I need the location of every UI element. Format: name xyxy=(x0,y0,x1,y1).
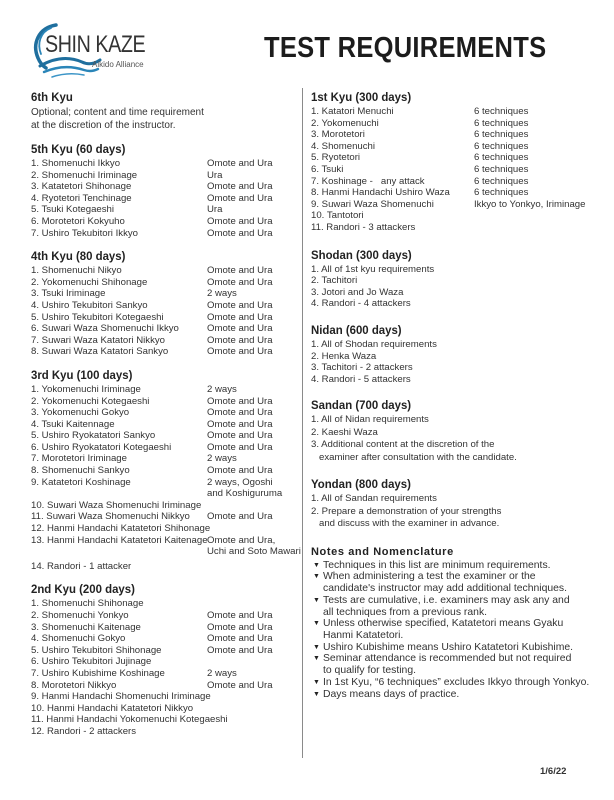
technique-name: 2. Yokomenuchi Kotegaeshi xyxy=(31,395,150,407)
technique-row xyxy=(31,598,301,610)
technique-detail: 6 techniques xyxy=(474,117,529,129)
note-line: Tests are cumulative, i.e. examiners may ask any and xyxy=(323,594,570,606)
technique-row xyxy=(31,277,301,289)
requirement-item: 3. Tachitori - 2 attackers xyxy=(311,362,413,374)
technique-name: 12. Hanmi Handachi Katatetori Shihonage xyxy=(31,523,211,535)
technique-row xyxy=(31,680,301,692)
technique-detail: 6 techniques xyxy=(474,129,529,141)
technique-name: 5. Ryotetori xyxy=(311,152,361,164)
technique-name: 3. Katatetori Shihonage xyxy=(31,181,132,193)
technique-detail: 6 techniques xyxy=(474,106,529,117)
technique-detail: Omote and Ura xyxy=(207,610,273,621)
page-title: TEST REQUIREMENTS xyxy=(264,32,547,64)
technique-detail: Ura xyxy=(207,169,223,181)
technique-row-continuation xyxy=(31,546,301,558)
technique-detail: Omote and Ura xyxy=(207,276,273,288)
technique-name: 3. Tsuki Iriminage xyxy=(31,288,106,300)
technique-name: 4. Shomenuchi Gokyo xyxy=(31,633,126,645)
note-item xyxy=(311,642,611,654)
bullet-icon: ▼ xyxy=(313,620,320,628)
technique-row xyxy=(31,442,301,454)
page-header xyxy=(0,0,614,88)
technique-row xyxy=(31,430,301,442)
note-text xyxy=(323,642,573,654)
technique-detail: Omote and Ura xyxy=(207,679,273,691)
technique-row xyxy=(31,500,301,512)
technique-name: 6. Ushiro Tekubitori Jujinage xyxy=(31,656,152,668)
technique-name: 13. Hanmi Handachi Katatetori Kaitenage xyxy=(31,534,208,546)
note-line: Ushiro Kubishime means Ushiro Katatetori Kubishime. xyxy=(323,641,574,653)
note-item xyxy=(311,677,611,689)
technique-row xyxy=(31,465,301,477)
technique-name: 3. Morotetori xyxy=(311,129,365,141)
technique-row xyxy=(31,335,301,347)
technique-detail: Omote and Ura xyxy=(207,192,273,204)
technique-row xyxy=(31,265,301,277)
requirement-item-continuation: examiner after consultation with the candidate. xyxy=(319,451,517,463)
technique-row-continuation xyxy=(31,488,301,500)
requirement-item: 3. Additional content at the discretion of the xyxy=(311,439,495,451)
technique-row xyxy=(31,419,301,431)
note-line: In 1st Kyu, “6 techniques” excludes Ikkyo through Yonkyo. xyxy=(323,676,590,688)
technique-detail: 6 techniques xyxy=(474,152,529,164)
technique-row xyxy=(31,726,301,738)
technique-name: 4. Shomenuchi xyxy=(311,140,375,152)
section-notes xyxy=(311,545,611,700)
technique-name: 7. Ushiro Tekubitori Ikkyo xyxy=(31,227,138,239)
bullet-icon: ▼ xyxy=(313,561,320,569)
section-title: Sandan (700 days) xyxy=(311,398,412,413)
section-title: Nidan (600 days) xyxy=(311,322,402,337)
section-6th-kyu xyxy=(31,90,301,132)
technique-name: 8. Suwari Waza Katatori Sankyo xyxy=(31,346,169,358)
technique-detail: Omote and Ura xyxy=(207,441,273,453)
requirement-item: 2. Prepare a demonstration of your strengths xyxy=(311,505,502,517)
technique-row xyxy=(31,204,301,216)
technique-row xyxy=(31,158,301,170)
technique-name: 9. Katatetori Koshinage xyxy=(31,476,131,488)
section-title: 5th Kyu (60 days) xyxy=(31,142,126,156)
technique-name: 2. Yokomenuchi xyxy=(311,117,379,129)
technique-detail: 6 techniques xyxy=(474,163,529,175)
technique-detail: 2 ways xyxy=(207,453,237,465)
technique-name: 2. Shomenuchi Iriminage xyxy=(31,169,138,181)
technique-detail: 6 techniques xyxy=(474,187,529,199)
technique-row xyxy=(311,141,611,153)
technique-detail: Omote and Ura xyxy=(207,395,273,407)
requirement-item-continuation: and discuss with the examiner in advance. xyxy=(319,518,500,530)
note-item xyxy=(311,689,611,701)
section-title: 6th Kyu xyxy=(31,90,73,104)
technique-detail: Omote and Ura xyxy=(207,215,273,227)
technique-detail: Omote and Ura xyxy=(207,323,273,335)
technique-row xyxy=(31,407,301,419)
technique-detail: Omote and Ura xyxy=(207,227,273,239)
technique-row xyxy=(31,323,301,335)
section-2nd-kyu xyxy=(31,582,301,737)
technique-detail: Omote and Ura xyxy=(207,407,273,419)
note-item xyxy=(311,560,611,572)
technique-row xyxy=(311,118,611,130)
section-nidan xyxy=(311,323,611,385)
requirement-item: 3. Jotori and Jo Waza xyxy=(311,286,404,298)
note-text xyxy=(323,560,551,572)
shin-kaze-logo xyxy=(30,22,150,80)
technique-name: 4. Ushiro Tekubitori Sankyo xyxy=(31,299,148,311)
technique-detail: Omote and Ura xyxy=(207,334,273,346)
technique-detail: 2 ways, Ogoshi xyxy=(207,476,273,488)
section-title: Yondan (800 days) xyxy=(311,477,411,492)
technique-row xyxy=(31,656,301,668)
section-1st-kyu xyxy=(311,90,611,234)
technique-name: 7. Morotetori Iriminage xyxy=(31,453,127,465)
note-line: to qualify for testing. xyxy=(323,665,416,677)
technique-name: 10. Tantotori xyxy=(311,210,364,222)
technique-detail: Omote and Ura, xyxy=(207,534,276,546)
technique-row xyxy=(31,703,301,715)
notes-title: Notes and Nomenclature xyxy=(311,545,454,558)
note-text xyxy=(323,618,563,641)
section-sandan xyxy=(311,398,611,464)
note-line: When administering a test the examiner or the xyxy=(323,571,536,583)
technique-row xyxy=(31,453,301,465)
requirement-item: 1. All of Nidan requirements xyxy=(311,414,429,426)
note-text xyxy=(323,653,571,676)
section-title: 4th Kyu (80 days) xyxy=(31,249,126,264)
technique-detail: 6 techniques xyxy=(474,175,529,187)
technique-name: 7. Suwari Waza Katatori Nikkyo xyxy=(31,334,166,346)
left-column xyxy=(31,90,301,748)
technique-row xyxy=(31,312,301,324)
note-text xyxy=(323,571,567,594)
requirement-item: 2. Kaeshi Waza xyxy=(311,426,378,438)
technique-name: 8. Hanmi Handachi Ushiro Waza xyxy=(311,187,450,199)
section-5th-kyu xyxy=(31,142,301,239)
technique-row xyxy=(31,300,301,312)
technique-name: 10. Suwari Waza Shomenuchi Iriminage xyxy=(31,499,202,511)
technique-detail: Omote and Ura xyxy=(207,418,273,430)
requirement-item: 1. All of 1st kyu requirements xyxy=(311,263,435,275)
technique-row xyxy=(31,477,301,489)
section-shodan xyxy=(311,248,611,310)
note-line: Seminar attendance is recommended but not required xyxy=(323,653,572,665)
section-title: 1st Kyu (300 days) xyxy=(311,90,412,104)
technique-name: 14. Randori - 1 attacker xyxy=(31,560,132,572)
requirement-item: 1. All of Shodan requirements xyxy=(311,338,437,350)
technique-name: 3. Shomenuchi Kaitenage xyxy=(31,621,141,633)
logo-name: SHIN KAZE xyxy=(45,31,146,58)
technique-name: 6. Suwari Waza Shomenuchi Ikkyo xyxy=(31,323,179,335)
technique-detail: Omote and Ura xyxy=(207,465,273,477)
technique-name: 3. Yokomenuchi Gokyo xyxy=(31,407,130,419)
document-date: 1/6/22 xyxy=(540,766,567,777)
technique-row xyxy=(31,193,301,205)
technique-row xyxy=(31,610,301,622)
section-yondan xyxy=(311,477,611,531)
technique-name: 10. Hanmi Handachi Katatetori Nikkyo xyxy=(31,702,194,714)
technique-row xyxy=(31,535,301,547)
section-title: Shodan (300 days) xyxy=(311,247,412,262)
technique-detail: Ura xyxy=(207,204,223,216)
technique-row xyxy=(311,222,611,234)
note-line: all techniques from a previous rank. xyxy=(323,606,488,618)
technique-detail: Omote and Ura xyxy=(207,181,273,193)
technique-name: 1. Shomenuchi Ikkyo xyxy=(31,158,121,169)
technique-row xyxy=(311,199,611,211)
bullet-icon: ▼ xyxy=(313,655,320,663)
technique-name: 9. Hanmi Handachi Shomenuchi Iriminage xyxy=(31,691,211,703)
technique-name: 6. Tsuki xyxy=(311,163,344,175)
technique-detail: Omote and Ura xyxy=(207,265,273,277)
technique-name: 1. Katatori Menuchi xyxy=(311,106,394,117)
right-column xyxy=(311,90,611,710)
technique-row xyxy=(31,633,301,645)
requirement-item: 4. Randori - 4 attackers xyxy=(311,298,411,310)
technique-row xyxy=(311,187,611,199)
technique-detail: 2 ways xyxy=(207,383,237,395)
technique-row xyxy=(311,129,611,141)
technique-name: 7. Ushiro Kubishime Koshinage xyxy=(31,667,165,679)
technique-name: 11. Randori - 3 attackers xyxy=(311,221,416,233)
bullet-icon: ▼ xyxy=(313,596,320,604)
section-title: 3rd Kyu (100 days) xyxy=(31,367,133,382)
technique-name: 1. Shomenuchi Nikyo xyxy=(31,265,122,277)
technique-name: 8. Morotetori Nikkyo xyxy=(31,679,117,691)
technique-detail: Omote and Ura xyxy=(207,311,273,323)
note-item xyxy=(311,571,611,594)
requirement-item: 1. All of Sandan requirements xyxy=(311,493,437,505)
technique-row xyxy=(311,152,611,164)
technique-name: 11. Suwari Waza Shomenuchi Nikkyo xyxy=(31,511,190,523)
technique-name: 1. Shomenuchi Shihonage xyxy=(31,598,144,610)
technique-name: 6. Morotetori Kokyuho xyxy=(31,215,125,227)
note-item xyxy=(311,595,611,618)
technique-row xyxy=(311,106,611,118)
technique-name: 5. Tsuki Kotegaeshi xyxy=(31,204,115,216)
technique-name: 5. Ushiro Tekubitori Shihonage xyxy=(31,644,162,656)
section-description: Optional; content and time requirement xyxy=(31,107,204,118)
technique-row xyxy=(31,228,301,240)
note-line: candidate's instructor may add additional techniques. xyxy=(323,583,568,595)
technique-detail: Omote and Ura xyxy=(207,644,273,656)
technique-name: 1. Yokomenuchi Iriminage xyxy=(31,383,141,395)
technique-name: 7. Koshinage - any attack xyxy=(311,175,425,187)
technique-name: 2. Shomenuchi Yonkyo xyxy=(31,610,129,621)
technique-row xyxy=(31,511,301,523)
requirement-item: 2. Tachitori xyxy=(311,275,358,287)
section-description: at the discretion of the instructor. xyxy=(31,120,176,131)
technique-name: 9. Suwari Waza Shomenuchi xyxy=(311,198,434,210)
note-text xyxy=(323,677,589,689)
technique-row xyxy=(31,181,301,193)
technique-detail: 6 techniques xyxy=(474,140,529,152)
note-line: Techniques in this list are minimum requirements. xyxy=(323,559,551,571)
technique-row xyxy=(31,691,301,703)
technique-row xyxy=(31,384,301,396)
technique-row xyxy=(31,288,301,300)
note-text xyxy=(323,689,459,701)
note-line: Unless otherwise specified, Katatetori means Gyaku xyxy=(323,618,564,630)
note-text xyxy=(323,595,570,618)
technique-name: 4. Ryotetori Tenchinage xyxy=(31,192,132,204)
logo-subtitle: Aikido Alliance xyxy=(92,60,144,69)
technique-detail: Omote and Ura xyxy=(207,633,273,645)
technique-name: 8. Shomenuchi Sankyo xyxy=(31,465,130,477)
technique-name: 6. Ushiro Ryokatatori Kotegaeshi xyxy=(31,441,172,453)
technique-name: 2. Yokomenuchi Shihonage xyxy=(31,276,148,288)
technique-detail: Omote and Ura xyxy=(207,346,273,358)
technique-row xyxy=(311,176,611,188)
technique-name: 5. Ushiro Tekubitori Kotegaeshi xyxy=(31,311,164,323)
technique-detail: and Koshiguruma xyxy=(207,488,283,500)
technique-row xyxy=(31,668,301,680)
note-line: Hanmi Katatetori. xyxy=(323,630,404,641)
technique-detail: Uchi and Soto Mawari xyxy=(207,546,301,558)
bullet-icon: ▼ xyxy=(313,573,320,581)
technique-detail: Omote and Ura xyxy=(207,158,273,169)
bullet-icon: ▼ xyxy=(313,678,320,686)
section-title: 2nd Kyu (200 days) xyxy=(31,582,135,597)
technique-detail: Ikkyo to Yonkyo, Iriminage xyxy=(474,198,586,210)
section-4th-kyu xyxy=(31,249,301,358)
technique-row xyxy=(31,523,301,535)
column-divider xyxy=(302,88,303,758)
section-3rd-kyu xyxy=(31,368,301,573)
technique-detail: Omote and Ura xyxy=(207,511,273,523)
note-item xyxy=(311,653,611,676)
technique-name: 5. Ushiro Ryokatatori Sankyo xyxy=(31,430,156,442)
note-line: Days means days of practice. xyxy=(323,688,460,700)
technique-detail: Omote and Ura xyxy=(207,299,273,311)
technique-row xyxy=(31,561,301,573)
technique-row xyxy=(31,714,301,726)
requirement-item: 4. Randori - 5 attackers xyxy=(311,373,411,385)
bullet-icon: ▼ xyxy=(313,690,320,698)
technique-row xyxy=(31,346,301,358)
technique-row xyxy=(31,170,301,182)
technique-name: 11. Hanmi Handachi Yokomenuchi Kotegaeshi xyxy=(31,714,228,726)
requirement-item: 2. Henka Waza xyxy=(311,350,377,362)
technique-row xyxy=(311,164,611,176)
technique-row xyxy=(31,216,301,228)
technique-name: 12. Randori - 2 attackers xyxy=(31,725,137,737)
technique-detail: 2 ways xyxy=(207,667,237,679)
technique-row xyxy=(311,210,611,222)
technique-detail: Omote and Ura xyxy=(207,621,273,633)
bullet-icon: ▼ xyxy=(313,643,320,651)
technique-detail: Omote and Ura xyxy=(207,430,273,442)
note-item xyxy=(311,618,611,641)
technique-row xyxy=(31,645,301,657)
technique-name: 4. Tsuki Kaitennage xyxy=(31,418,115,430)
technique-detail: 2 ways xyxy=(207,288,237,300)
technique-row xyxy=(31,396,301,408)
technique-row xyxy=(31,622,301,634)
